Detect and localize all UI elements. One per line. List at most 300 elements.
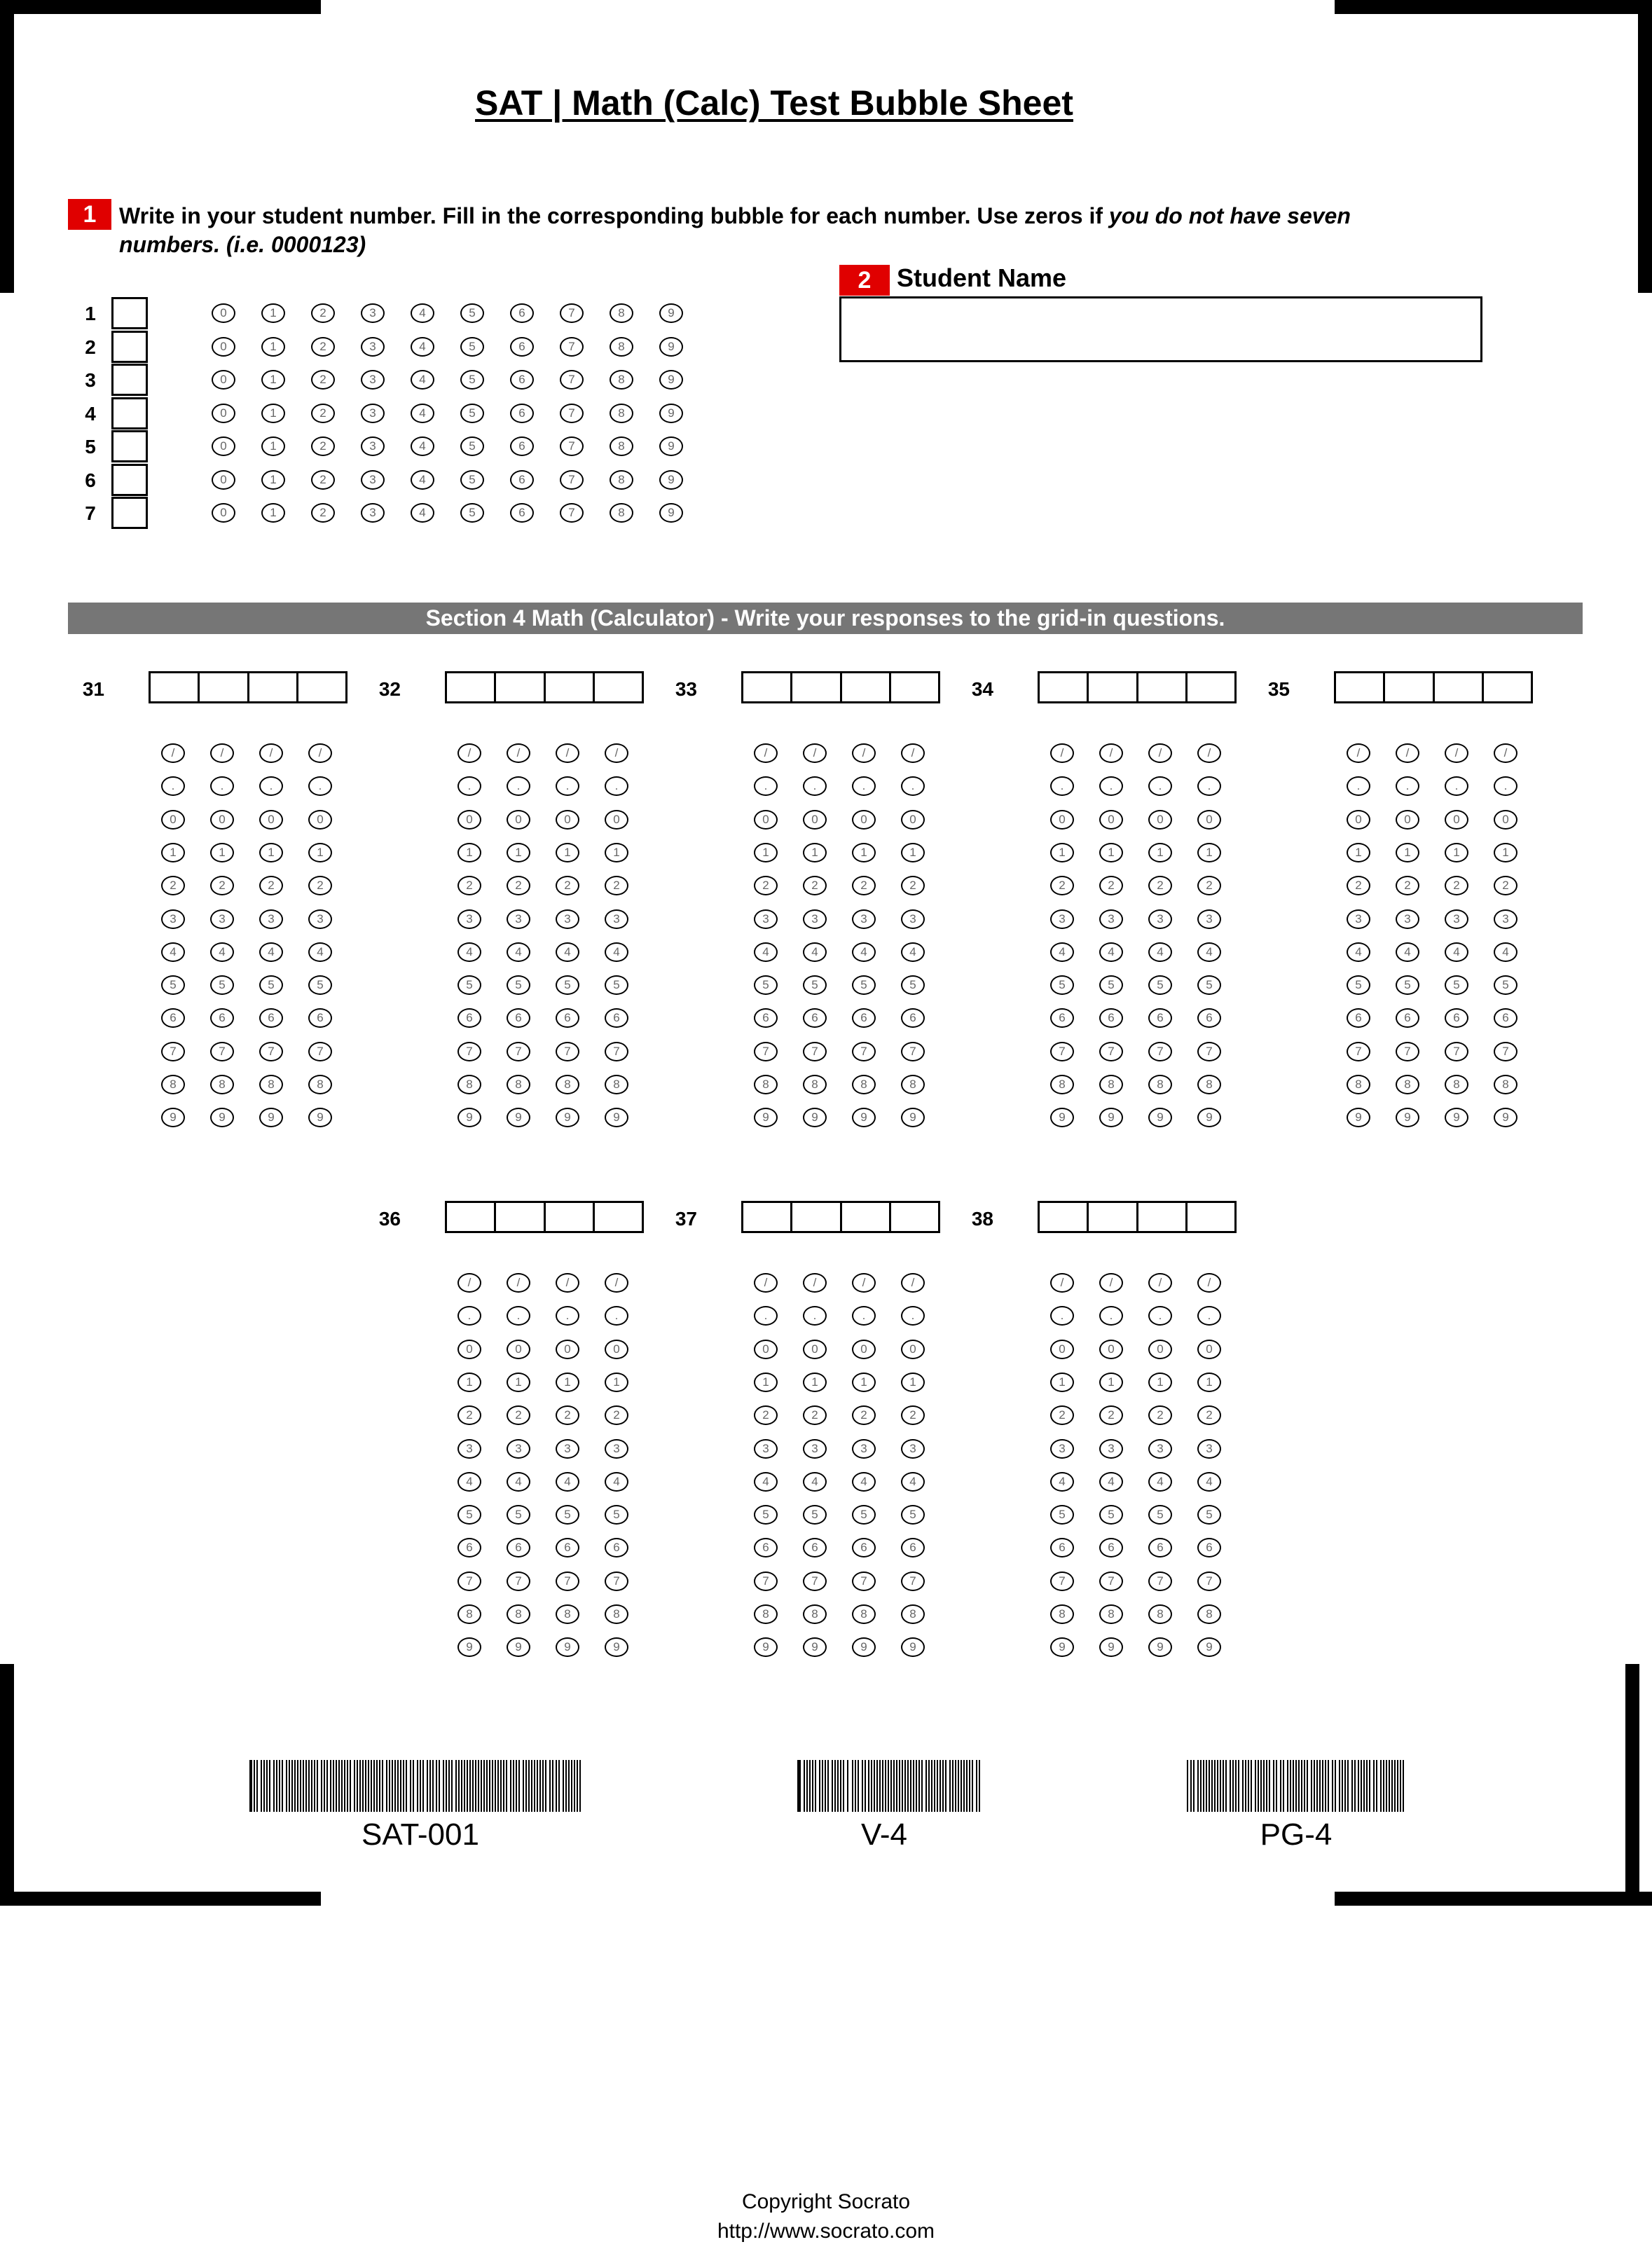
grid-in-bubble[interactable]: /: [1050, 743, 1074, 763]
grid-in-bubble[interactable]: 9: [852, 1108, 876, 1127]
grid-in-bubble[interactable]: 2: [803, 1405, 827, 1425]
answer-entry-cell[interactable]: [840, 1203, 889, 1231]
student-number-bubble[interactable]: 1: [261, 436, 285, 456]
grid-in-bubble[interactable]: /: [605, 1273, 628, 1293]
grid-in-bubble[interactable]: 5: [605, 975, 628, 995]
grid-in-bubble[interactable]: 7: [1494, 1042, 1517, 1061]
grid-in-bubble[interactable]: 2: [1396, 876, 1419, 895]
student-number-bubble[interactable]: 6: [510, 470, 534, 490]
grid-in-bubble[interactable]: 2: [1050, 876, 1074, 895]
answer-entry-box[interactable]: [1038, 1201, 1237, 1233]
grid-in-bubble[interactable]: 4: [507, 942, 530, 962]
grid-in-bubble[interactable]: 2: [605, 1405, 628, 1425]
grid-in-bubble[interactable]: /: [556, 743, 579, 763]
grid-in-bubble[interactable]: 3: [852, 1439, 876, 1459]
student-number-bubble[interactable]: 4: [411, 370, 434, 390]
grid-in-bubble[interactable]: /: [1396, 743, 1419, 763]
grid-in-bubble[interactable]: 1: [556, 843, 579, 862]
grid-in-bubble[interactable]: 7: [556, 1571, 579, 1591]
grid-in-bubble[interactable]: 6: [1148, 1538, 1172, 1557]
student-number-bubble[interactable]: 8: [610, 503, 633, 523]
grid-in-bubble[interactable]: 0: [1148, 1340, 1172, 1359]
student-number-digit-box[interactable]: [111, 430, 148, 462]
grid-in-bubble[interactable]: 5: [1099, 975, 1123, 995]
grid-in-bubble[interactable]: 2: [556, 876, 579, 895]
grid-in-bubble[interactable]: /: [308, 743, 332, 763]
answer-entry-box[interactable]: [445, 1201, 644, 1233]
answer-entry-cell[interactable]: [743, 673, 790, 701]
grid-in-bubble[interactable]: 6: [507, 1008, 530, 1028]
grid-in-bubble[interactable]: 3: [901, 909, 925, 929]
answer-entry-cell[interactable]: [296, 673, 345, 701]
student-number-bubble[interactable]: 3: [361, 337, 385, 357]
grid-in-bubble[interactable]: /: [803, 743, 827, 763]
student-number-digit-box[interactable]: [111, 364, 148, 396]
student-number-bubble[interactable]: 1: [261, 404, 285, 423]
student-number-bubble[interactable]: 5: [460, 470, 484, 490]
student-number-bubble[interactable]: 9: [659, 303, 683, 323]
grid-in-bubble[interactable]: 7: [852, 1042, 876, 1061]
grid-in-bubble[interactable]: 4: [1445, 942, 1468, 962]
grid-in-bubble[interactable]: 3: [803, 909, 827, 929]
student-number-bubble[interactable]: 0: [212, 470, 235, 490]
grid-in-bubble[interactable]: 5: [308, 975, 332, 995]
grid-in-bubble[interactable]: 4: [1197, 1472, 1221, 1492]
grid-in-bubble[interactable]: 9: [161, 1108, 185, 1127]
grid-in-bubble[interactable]: 4: [1197, 942, 1221, 962]
student-number-bubble[interactable]: 1: [261, 503, 285, 523]
grid-in-bubble[interactable]: 8: [507, 1075, 530, 1094]
grid-in-bubble[interactable]: 8: [1494, 1075, 1517, 1094]
grid-in-bubble[interactable]: 9: [754, 1108, 778, 1127]
grid-in-bubble[interactable]: 1: [457, 843, 481, 862]
grid-in-bubble[interactable]: 5: [1050, 1505, 1074, 1525]
grid-in-bubble[interactable]: 8: [803, 1604, 827, 1624]
grid-in-bubble[interactable]: 0: [1099, 810, 1123, 830]
grid-in-bubble[interactable]: 7: [259, 1042, 283, 1061]
student-number-bubble[interactable]: 0: [212, 503, 235, 523]
grid-in-bubble[interactable]: 3: [852, 909, 876, 929]
student-number-bubble[interactable]: 5: [460, 370, 484, 390]
answer-entry-cell[interactable]: [1185, 673, 1234, 701]
grid-in-bubble[interactable]: 2: [1099, 1405, 1123, 1425]
grid-in-bubble[interactable]: .: [803, 776, 827, 796]
grid-in-bubble[interactable]: 4: [1050, 942, 1074, 962]
grid-in-bubble[interactable]: 8: [1099, 1075, 1123, 1094]
grid-in-bubble[interactable]: 9: [1099, 1108, 1123, 1127]
grid-in-bubble[interactable]: .: [754, 1306, 778, 1326]
grid-in-bubble[interactable]: 7: [1197, 1571, 1221, 1591]
student-number-bubble[interactable]: 8: [610, 337, 633, 357]
grid-in-bubble[interactable]: 7: [803, 1571, 827, 1591]
grid-in-bubble[interactable]: 6: [605, 1008, 628, 1028]
grid-in-bubble[interactable]: 6: [1050, 1538, 1074, 1557]
grid-in-bubble[interactable]: 5: [901, 975, 925, 995]
student-number-bubble[interactable]: 7: [560, 436, 584, 456]
grid-in-bubble[interactable]: 7: [161, 1042, 185, 1061]
student-number-bubble[interactable]: 7: [560, 337, 584, 357]
student-number-bubble[interactable]: 8: [610, 470, 633, 490]
grid-in-bubble[interactable]: 7: [1445, 1042, 1468, 1061]
grid-in-bubble[interactable]: 6: [754, 1538, 778, 1557]
grid-in-bubble[interactable]: .: [161, 776, 185, 796]
grid-in-bubble[interactable]: 6: [507, 1538, 530, 1557]
answer-entry-cell[interactable]: [1433, 673, 1482, 701]
grid-in-bubble[interactable]: .: [852, 776, 876, 796]
grid-in-bubble[interactable]: 3: [1445, 909, 1468, 929]
grid-in-bubble[interactable]: 7: [605, 1571, 628, 1591]
grid-in-bubble[interactable]: /: [457, 743, 481, 763]
grid-in-bubble[interactable]: 7: [901, 1571, 925, 1591]
grid-in-bubble[interactable]: 3: [1148, 1439, 1172, 1459]
grid-in-bubble[interactable]: 1: [210, 843, 234, 862]
grid-in-bubble[interactable]: .: [556, 1306, 579, 1326]
grid-in-bubble[interactable]: 9: [1494, 1108, 1517, 1127]
grid-in-bubble[interactable]: 8: [1197, 1604, 1221, 1624]
grid-in-bubble[interactable]: 5: [1148, 1505, 1172, 1525]
grid-in-bubble[interactable]: 0: [852, 1340, 876, 1359]
grid-in-bubble[interactable]: 4: [754, 1472, 778, 1492]
grid-in-bubble[interactable]: 4: [161, 942, 185, 962]
student-number-digit-box[interactable]: [111, 464, 148, 496]
answer-entry-box[interactable]: [741, 1201, 940, 1233]
grid-in-bubble[interactable]: 5: [754, 1505, 778, 1525]
student-number-bubble[interactable]: 7: [560, 470, 584, 490]
grid-in-bubble[interactable]: 4: [457, 1472, 481, 1492]
answer-entry-cell[interactable]: [593, 673, 642, 701]
grid-in-bubble[interactable]: 5: [457, 1505, 481, 1525]
answer-entry-box[interactable]: [741, 671, 940, 703]
grid-in-bubble[interactable]: 7: [1050, 1571, 1074, 1591]
grid-in-bubble[interactable]: 8: [308, 1075, 332, 1094]
grid-in-bubble[interactable]: /: [1494, 743, 1517, 763]
grid-in-bubble[interactable]: 1: [1347, 843, 1370, 862]
grid-in-bubble[interactable]: 5: [1494, 975, 1517, 995]
grid-in-bubble[interactable]: 3: [605, 1439, 628, 1459]
grid-in-bubble[interactable]: 8: [605, 1075, 628, 1094]
answer-entry-cell[interactable]: [1136, 673, 1185, 701]
grid-in-bubble[interactable]: .: [754, 776, 778, 796]
grid-in-bubble[interactable]: 9: [556, 1108, 579, 1127]
grid-in-bubble[interactable]: 1: [803, 843, 827, 862]
grid-in-bubble[interactable]: 6: [1148, 1008, 1172, 1028]
grid-in-bubble[interactable]: 4: [754, 942, 778, 962]
answer-entry-cell[interactable]: [494, 1203, 543, 1231]
grid-in-bubble[interactable]: 4: [1148, 942, 1172, 962]
student-number-bubble[interactable]: 4: [411, 337, 434, 357]
grid-in-bubble[interactable]: 7: [1050, 1042, 1074, 1061]
student-number-bubble[interactable]: 2: [311, 337, 335, 357]
student-number-bubble[interactable]: 9: [659, 503, 683, 523]
student-number-bubble[interactable]: 9: [659, 370, 683, 390]
grid-in-bubble[interactable]: 4: [852, 942, 876, 962]
grid-in-bubble[interactable]: 0: [901, 810, 925, 830]
grid-in-bubble[interactable]: 0: [457, 810, 481, 830]
grid-in-bubble[interactable]: 5: [556, 1505, 579, 1525]
student-number-bubble[interactable]: 2: [311, 503, 335, 523]
grid-in-bubble[interactable]: 0: [803, 810, 827, 830]
grid-in-bubble[interactable]: 0: [1197, 810, 1221, 830]
student-number-bubble[interactable]: 6: [510, 503, 534, 523]
grid-in-bubble[interactable]: 1: [308, 843, 332, 862]
grid-in-bubble[interactable]: 3: [1347, 909, 1370, 929]
grid-in-bubble[interactable]: 2: [556, 1405, 579, 1425]
grid-in-bubble[interactable]: .: [308, 776, 332, 796]
grid-in-bubble[interactable]: 2: [901, 1405, 925, 1425]
grid-in-bubble[interactable]: 6: [1494, 1008, 1517, 1028]
grid-in-bubble[interactable]: 2: [457, 1405, 481, 1425]
answer-entry-cell[interactable]: [494, 673, 543, 701]
student-number-bubble[interactable]: 3: [361, 436, 385, 456]
grid-in-bubble[interactable]: 2: [754, 1405, 778, 1425]
grid-in-bubble[interactable]: 6: [1050, 1008, 1074, 1028]
answer-entry-cell[interactable]: [1185, 1203, 1234, 1231]
grid-in-bubble[interactable]: 7: [457, 1571, 481, 1591]
grid-in-bubble[interactable]: 1: [852, 1373, 876, 1392]
grid-in-bubble[interactable]: 2: [901, 876, 925, 895]
grid-in-bubble[interactable]: 0: [1050, 1340, 1074, 1359]
grid-in-bubble[interactable]: 5: [605, 1505, 628, 1525]
grid-in-bubble[interactable]: 6: [754, 1008, 778, 1028]
grid-in-bubble[interactable]: .: [1148, 1306, 1172, 1326]
grid-in-bubble[interactable]: 9: [507, 1637, 530, 1657]
grid-in-bubble[interactable]: /: [1347, 743, 1370, 763]
grid-in-bubble[interactable]: 0: [803, 1340, 827, 1359]
grid-in-bubble[interactable]: 3: [161, 909, 185, 929]
grid-in-bubble[interactable]: 0: [457, 1340, 481, 1359]
grid-in-bubble[interactable]: 8: [457, 1604, 481, 1624]
grid-in-bubble[interactable]: .: [1099, 1306, 1123, 1326]
grid-in-bubble[interactable]: .: [605, 776, 628, 796]
answer-entry-box[interactable]: [1334, 671, 1533, 703]
grid-in-bubble[interactable]: 9: [1050, 1108, 1074, 1127]
grid-in-bubble[interactable]: 5: [852, 1505, 876, 1525]
grid-in-bubble[interactable]: 0: [507, 1340, 530, 1359]
grid-in-bubble[interactable]: 4: [1050, 1472, 1074, 1492]
grid-in-bubble[interactable]: 0: [1396, 810, 1419, 830]
grid-in-bubble[interactable]: 1: [457, 1373, 481, 1392]
grid-in-bubble[interactable]: 5: [1445, 975, 1468, 995]
student-number-bubble[interactable]: 4: [411, 303, 434, 323]
grid-in-bubble[interactable]: 7: [1148, 1571, 1172, 1591]
grid-in-bubble[interactable]: 7: [754, 1042, 778, 1061]
student-number-bubble[interactable]: 9: [659, 436, 683, 456]
grid-in-bubble[interactable]: .: [605, 1306, 628, 1326]
answer-entry-cell[interactable]: [447, 1203, 494, 1231]
grid-in-bubble[interactable]: 6: [1396, 1008, 1419, 1028]
grid-in-bubble[interactable]: 7: [1099, 1042, 1123, 1061]
answer-entry-cell[interactable]: [1040, 1203, 1087, 1231]
grid-in-bubble[interactable]: .: [507, 1306, 530, 1326]
grid-in-bubble[interactable]: 6: [1197, 1008, 1221, 1028]
grid-in-bubble[interactable]: 2: [507, 1405, 530, 1425]
answer-entry-cell[interactable]: [840, 673, 889, 701]
grid-in-bubble[interactable]: 8: [1099, 1604, 1123, 1624]
grid-in-bubble[interactable]: 1: [901, 843, 925, 862]
answer-entry-cell[interactable]: [743, 1203, 790, 1231]
grid-in-bubble[interactable]: 5: [754, 975, 778, 995]
grid-in-bubble[interactable]: 7: [605, 1042, 628, 1061]
grid-in-bubble[interactable]: 8: [507, 1604, 530, 1624]
grid-in-bubble[interactable]: 8: [1197, 1075, 1221, 1094]
grid-in-bubble[interactable]: /: [507, 1273, 530, 1293]
grid-in-bubble[interactable]: 1: [507, 843, 530, 862]
grid-in-bubble[interactable]: 2: [1197, 1405, 1221, 1425]
grid-in-bubble[interactable]: /: [161, 743, 185, 763]
grid-in-bubble[interactable]: 1: [803, 1373, 827, 1392]
grid-in-bubble[interactable]: 0: [556, 1340, 579, 1359]
grid-in-bubble[interactable]: 9: [556, 1637, 579, 1657]
student-number-bubble[interactable]: 5: [460, 303, 484, 323]
grid-in-bubble[interactable]: 1: [754, 843, 778, 862]
answer-entry-cell[interactable]: [593, 1203, 642, 1231]
grid-in-bubble[interactable]: 1: [556, 1373, 579, 1392]
grid-in-bubble[interactable]: 4: [803, 1472, 827, 1492]
grid-in-bubble[interactable]: /: [1445, 743, 1468, 763]
grid-in-bubble[interactable]: 9: [507, 1108, 530, 1127]
student-number-bubble[interactable]: 9: [659, 404, 683, 423]
grid-in-bubble[interactable]: .: [507, 776, 530, 796]
grid-in-bubble[interactable]: 3: [1099, 1439, 1123, 1459]
grid-in-bubble[interactable]: 9: [605, 1108, 628, 1127]
grid-in-bubble[interactable]: 5: [803, 1505, 827, 1525]
answer-entry-cell[interactable]: [544, 673, 593, 701]
grid-in-bubble[interactable]: 1: [1050, 843, 1074, 862]
grid-in-bubble[interactable]: 8: [1396, 1075, 1419, 1094]
answer-entry-cell[interactable]: [1336, 673, 1383, 701]
grid-in-bubble[interactable]: /: [1099, 1273, 1123, 1293]
grid-in-bubble[interactable]: 4: [1148, 1472, 1172, 1492]
grid-in-bubble[interactable]: 6: [1099, 1008, 1123, 1028]
student-number-bubble[interactable]: 3: [361, 370, 385, 390]
grid-in-bubble[interactable]: 7: [1099, 1571, 1123, 1591]
grid-in-bubble[interactable]: 3: [1494, 909, 1517, 929]
grid-in-bubble[interactable]: 8: [901, 1075, 925, 1094]
grid-in-bubble[interactable]: 9: [605, 1637, 628, 1657]
student-number-bubble[interactable]: 8: [610, 436, 633, 456]
grid-in-bubble[interactable]: /: [457, 1273, 481, 1293]
grid-in-bubble[interactable]: 0: [1494, 810, 1517, 830]
grid-in-bubble[interactable]: 1: [1050, 1373, 1074, 1392]
grid-in-bubble[interactable]: 6: [556, 1538, 579, 1557]
grid-in-bubble[interactable]: .: [457, 776, 481, 796]
grid-in-bubble[interactable]: 7: [556, 1042, 579, 1061]
answer-entry-box[interactable]: [149, 671, 347, 703]
grid-in-bubble[interactable]: 5: [803, 975, 827, 995]
grid-in-bubble[interactable]: 9: [308, 1108, 332, 1127]
grid-in-bubble[interactable]: 0: [556, 810, 579, 830]
grid-in-bubble[interactable]: 0: [210, 810, 234, 830]
student-number-bubble[interactable]: 1: [261, 303, 285, 323]
grid-in-bubble[interactable]: 3: [556, 909, 579, 929]
student-number-bubble[interactable]: 0: [212, 337, 235, 357]
answer-entry-cell[interactable]: [151, 673, 198, 701]
student-number-bubble[interactable]: 2: [311, 404, 335, 423]
grid-in-bubble[interactable]: 1: [605, 843, 628, 862]
grid-in-bubble[interactable]: 3: [1148, 909, 1172, 929]
grid-in-bubble[interactable]: 7: [754, 1571, 778, 1591]
grid-in-bubble[interactable]: 1: [852, 843, 876, 862]
answer-entry-cell[interactable]: [790, 1203, 839, 1231]
grid-in-bubble[interactable]: 1: [259, 843, 283, 862]
grid-in-bubble[interactable]: 4: [259, 942, 283, 962]
grid-in-bubble[interactable]: 4: [852, 1472, 876, 1492]
answer-entry-cell[interactable]: [1087, 1203, 1136, 1231]
grid-in-bubble[interactable]: 8: [852, 1075, 876, 1094]
student-number-bubble[interactable]: 7: [560, 303, 584, 323]
grid-in-bubble[interactable]: 6: [308, 1008, 332, 1028]
grid-in-bubble[interactable]: /: [605, 743, 628, 763]
grid-in-bubble[interactable]: 6: [803, 1008, 827, 1028]
student-number-bubble[interactable]: 1: [261, 470, 285, 490]
student-number-bubble[interactable]: 7: [560, 404, 584, 423]
grid-in-bubble[interactable]: 0: [852, 810, 876, 830]
grid-in-bubble[interactable]: 3: [556, 1439, 579, 1459]
grid-in-bubble[interactable]: 3: [754, 909, 778, 929]
grid-in-bubble[interactable]: 6: [556, 1008, 579, 1028]
student-number-bubble[interactable]: 7: [560, 503, 584, 523]
grid-in-bubble[interactable]: 0: [1445, 810, 1468, 830]
grid-in-bubble[interactable]: 1: [1197, 1373, 1221, 1392]
grid-in-bubble[interactable]: 6: [1445, 1008, 1468, 1028]
grid-in-bubble[interactable]: 5: [901, 1505, 925, 1525]
grid-in-bubble[interactable]: 4: [1347, 942, 1370, 962]
student-number-bubble[interactable]: 0: [212, 436, 235, 456]
grid-in-bubble[interactable]: 8: [1148, 1604, 1172, 1624]
grid-in-bubble[interactable]: 7: [1347, 1042, 1370, 1061]
student-number-bubble[interactable]: 6: [510, 337, 534, 357]
grid-in-bubble[interactable]: 0: [605, 1340, 628, 1359]
grid-in-bubble[interactable]: 8: [259, 1075, 283, 1094]
grid-in-bubble[interactable]: /: [1197, 1273, 1221, 1293]
grid-in-bubble[interactable]: 4: [1494, 942, 1517, 962]
grid-in-bubble[interactable]: 9: [1445, 1108, 1468, 1127]
grid-in-bubble[interactable]: 3: [754, 1439, 778, 1459]
grid-in-bubble[interactable]: 6: [901, 1008, 925, 1028]
grid-in-bubble[interactable]: 1: [1445, 843, 1468, 862]
grid-in-bubble[interactable]: 9: [1197, 1108, 1221, 1127]
grid-in-bubble[interactable]: 7: [1396, 1042, 1419, 1061]
grid-in-bubble[interactable]: .: [852, 1306, 876, 1326]
grid-in-bubble[interactable]: 5: [852, 975, 876, 995]
answer-entry-box[interactable]: [1038, 671, 1237, 703]
grid-in-bubble[interactable]: 3: [901, 1439, 925, 1459]
grid-in-bubble[interactable]: 4: [605, 942, 628, 962]
grid-in-bubble[interactable]: .: [1197, 776, 1221, 796]
answer-entry-cell[interactable]: [544, 1203, 593, 1231]
student-number-bubble[interactable]: 0: [212, 404, 235, 423]
grid-in-bubble[interactable]: 9: [1148, 1108, 1172, 1127]
grid-in-bubble[interactable]: 7: [1148, 1042, 1172, 1061]
grid-in-bubble[interactable]: 9: [1148, 1637, 1172, 1657]
grid-in-bubble[interactable]: 4: [556, 942, 579, 962]
grid-in-bubble[interactable]: 4: [1099, 942, 1123, 962]
grid-in-bubble[interactable]: 2: [1148, 876, 1172, 895]
student-number-bubble[interactable]: 0: [212, 370, 235, 390]
grid-in-bubble[interactable]: 9: [803, 1637, 827, 1657]
answer-entry-cell[interactable]: [198, 673, 247, 701]
grid-in-bubble[interactable]: 8: [556, 1604, 579, 1624]
student-number-bubble[interactable]: 8: [610, 370, 633, 390]
grid-in-bubble[interactable]: .: [1197, 1306, 1221, 1326]
student-number-bubble[interactable]: 2: [311, 370, 335, 390]
grid-in-bubble[interactable]: 2: [1197, 876, 1221, 895]
grid-in-bubble[interactable]: 2: [852, 1405, 876, 1425]
grid-in-bubble[interactable]: 0: [308, 810, 332, 830]
grid-in-bubble[interactable]: 4: [1396, 942, 1419, 962]
grid-in-bubble[interactable]: 9: [457, 1108, 481, 1127]
grid-in-bubble[interactable]: 2: [1099, 876, 1123, 895]
